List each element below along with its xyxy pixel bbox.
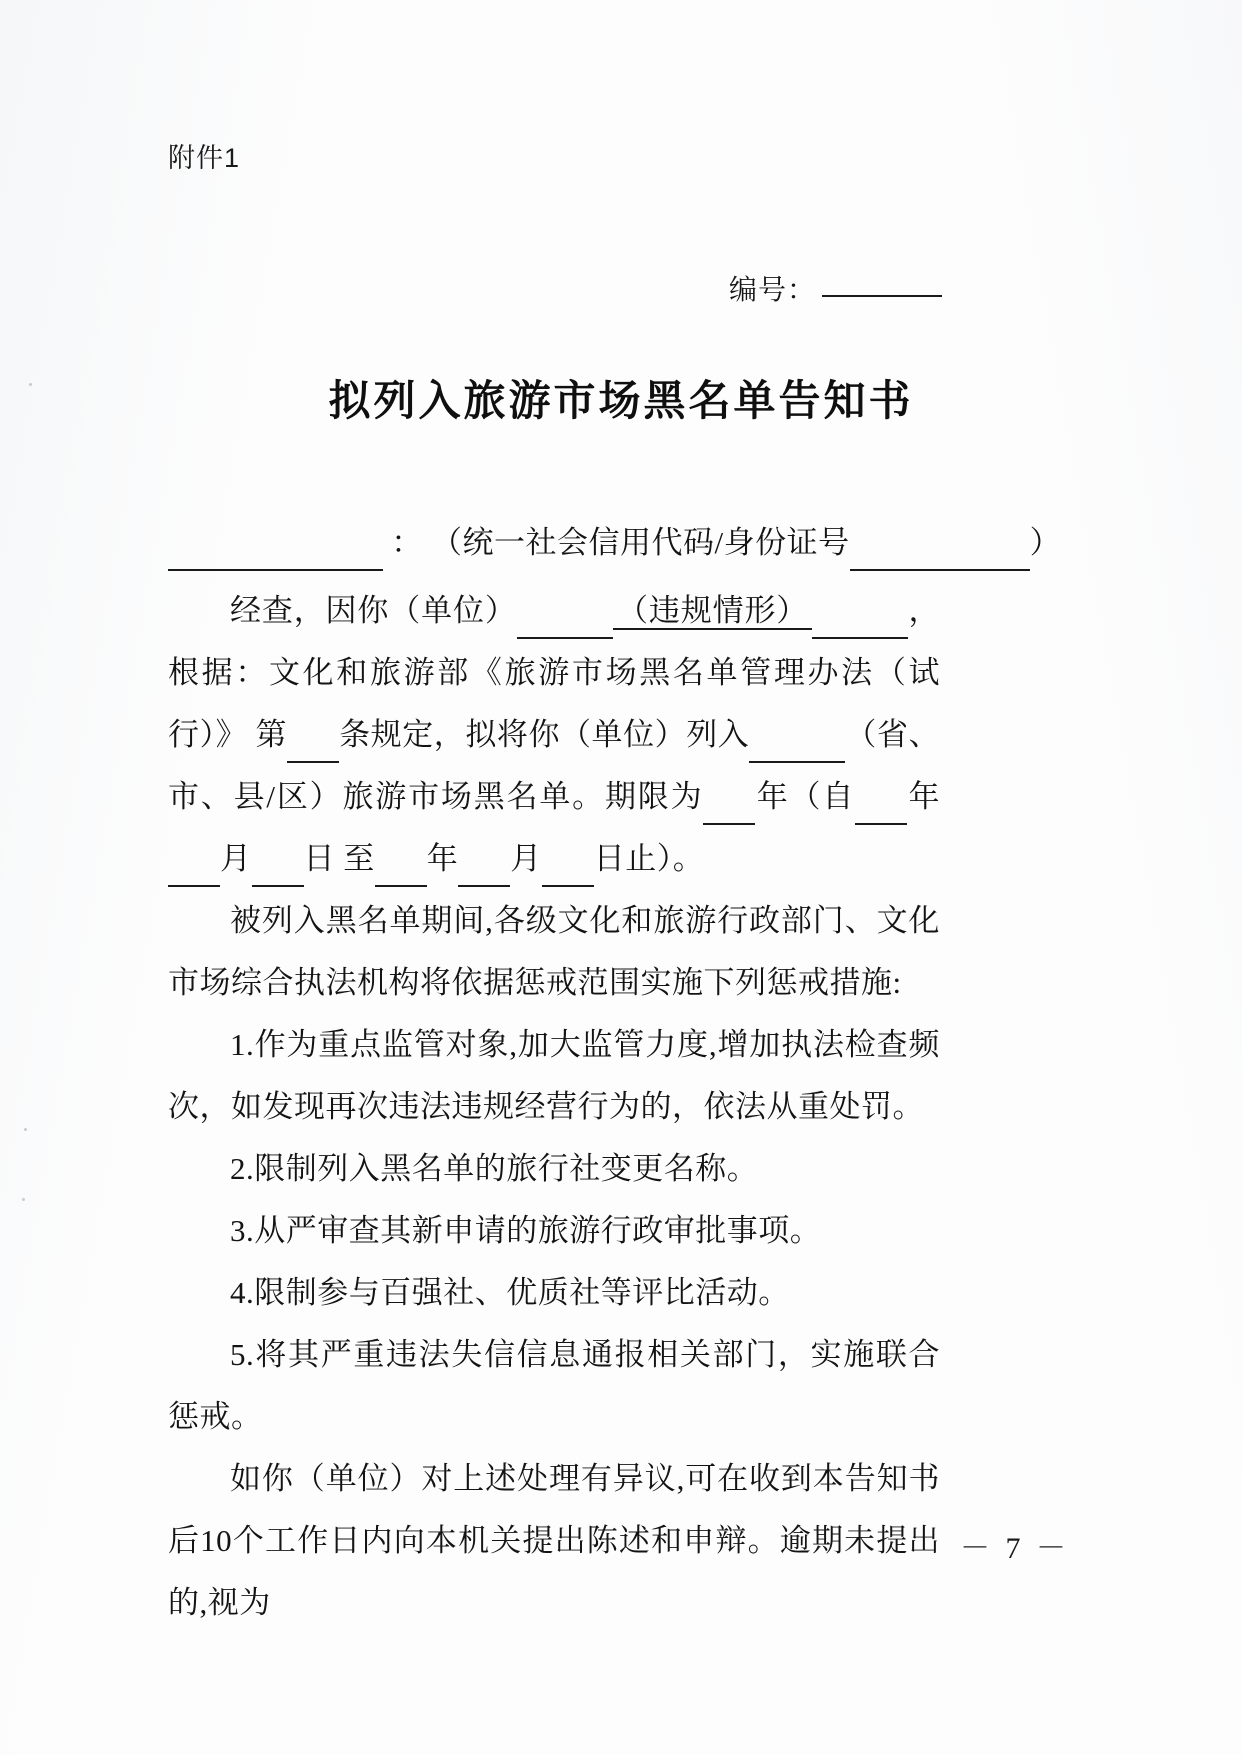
attachment-label: 附件1 bbox=[168, 143, 241, 173]
p1-part-k: 日止）。 bbox=[593, 841, 705, 876]
p1-part-j: 月 bbox=[510, 841, 542, 876]
p1-part-g: 月 bbox=[220, 841, 252, 876]
p1-end-day-blank bbox=[542, 841, 594, 887]
p1-part-c: 条规定，拟将你（单位）列入 bbox=[339, 717, 750, 752]
document-body bbox=[168, 512, 1062, 1634]
recipient-id-label: 统一社会信用代码/身份证号 bbox=[462, 525, 850, 560]
p1-part-d: （省、市、县/区）旅游市场黑名单。期限为 bbox=[168, 717, 941, 814]
p1-part-h: 日 至 bbox=[303, 841, 375, 876]
measure-item-5: 5.将其严重违法失信信息通报相关部门，实施联合惩戒。 bbox=[168, 1337, 940, 1434]
recipient-id-blank bbox=[850, 525, 1030, 571]
recipient-close-paren: ） bbox=[1029, 525, 1062, 560]
p1-end-month-blank bbox=[458, 841, 510, 887]
p1-part-f: 年 bbox=[907, 779, 940, 814]
p1-part-e: 年（自 bbox=[755, 779, 856, 814]
p1-article-blank bbox=[287, 717, 339, 763]
measure-item-4: 4.限制参与百强社、优质社等评比活动。 bbox=[230, 1275, 790, 1310]
paragraph-two: 被列入黑名单期间,各级文化和旅游行政部门、文化市场综合执法机构将依据惩戒范围实施下列惩戒措施: bbox=[168, 903, 940, 1000]
p1-blank-1 bbox=[517, 593, 613, 639]
serial-label: 编号： bbox=[728, 274, 816, 305]
serial-number-field bbox=[729, 268, 942, 308]
p1-blank-2 bbox=[812, 593, 908, 639]
p1-part-b: ，根据：文化和旅游部《旅游市场黑名单管理办法（试行）》 第 bbox=[168, 593, 941, 752]
recipient-name-blank bbox=[168, 525, 383, 571]
paragraph-one bbox=[168, 580, 940, 890]
recipient-line bbox=[168, 512, 1062, 574]
p1-start-month-blank bbox=[168, 841, 220, 887]
measure-item-3: 3.从严审查其新申请的旅游行政审批事项。 bbox=[230, 1213, 822, 1248]
page-title: 拟列入旅游市场黑名单告知书 bbox=[328, 376, 914, 425]
serial-blank bbox=[822, 295, 942, 297]
p1-part-a: 经查，因你（单位） bbox=[230, 593, 517, 628]
measure-item-1: 1.作为重点监管对象,加大监管力度,增加执法检查频次，如发现再次违法违规经营行为的，依法从重处罚。 bbox=[168, 1027, 940, 1124]
p1-region-blank bbox=[749, 717, 845, 763]
recipient-colon: ： bbox=[391, 525, 423, 560]
p1-start-year-blank bbox=[855, 779, 907, 825]
p1-violation-placeholder: （违规情形） bbox=[613, 593, 812, 630]
p1-start-day-blank bbox=[252, 841, 304, 887]
recipient-open-paren: （ bbox=[431, 525, 463, 560]
p1-part-i: 年 bbox=[426, 841, 459, 876]
page-number: － 7 － bbox=[960, 1532, 1070, 1565]
paragraph-three: 如你（单位）对上述处理有异议,可在收到本告知书后10个工作日内向本机关提出陈述和申辩。逾期未提出的,视为 bbox=[168, 1461, 940, 1620]
p1-years-blank bbox=[703, 779, 755, 825]
p1-end-year-blank bbox=[375, 841, 427, 887]
measure-item-2: 2.限制列入黑名单的旅行社变更名称。 bbox=[230, 1151, 759, 1186]
scan-speck bbox=[24, 1128, 27, 1131]
scan-speck bbox=[22, 1198, 25, 1201]
